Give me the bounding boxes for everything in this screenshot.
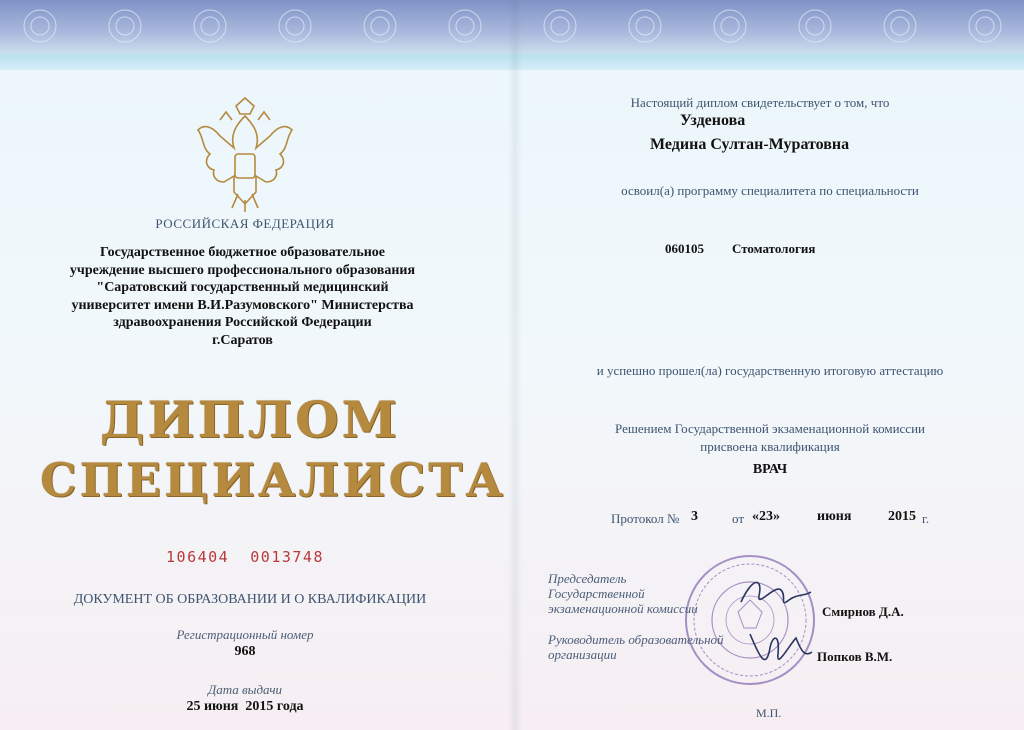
issue-date-label: Дата выдачи <box>207 682 283 697</box>
coat-of-arms-icon <box>190 96 300 214</box>
protocol-month: июня <box>817 509 852 524</box>
document-type: ДОКУМЕНТ ОБ ОБРАЗОВАНИИ И О КВАЛИФИКАЦИИ <box>73 592 427 607</box>
issue-date: 25 июня 2015 года <box>186 699 304 714</box>
protocol-number: 3 <box>691 509 698 524</box>
chair-title <box>548 571 698 616</box>
program-text: освоил(а) программу специалитета по специальности <box>621 183 919 198</box>
serial-number: 106404 0013748 <box>166 548 324 566</box>
intro-text: Настоящий диплом свидетельствует о том, что <box>630 95 890 110</box>
head-title-line: организации <box>548 647 617 662</box>
student-name: Медина Султан-Муратовна <box>650 136 850 153</box>
chair-name: Смирнов Д.А. <box>822 604 904 619</box>
institution-line: учреждение высшего профессионального образования <box>69 262 416 278</box>
head-signature-icon <box>740 618 820 678</box>
diploma-title-line1: ДИПЛОМ <box>99 390 401 449</box>
registration-label: Регистрационный номер <box>176 627 314 642</box>
institution-line: г.Саратов <box>212 332 273 348</box>
chair-title-line: Председатель <box>548 571 627 586</box>
diploma-title-line2: СПЕЦИАЛИСТА <box>40 453 506 507</box>
seal-label: М.П. <box>756 706 782 720</box>
protocol-from-label: от <box>732 511 745 526</box>
protocol-day: «23» <box>752 509 780 524</box>
country-label: РОССИЙСКАЯ ФЕДЕРАЦИЯ <box>155 216 335 231</box>
institution-line: университет имени В.И.Разумовского" Министерства <box>71 297 414 313</box>
chair-title-line: экзаменационной комиссии <box>548 601 698 616</box>
institution-block <box>45 244 440 349</box>
head-title <box>548 632 724 662</box>
specialty-name: Стоматология <box>732 241 816 256</box>
qualification: ВРАЧ <box>752 462 788 477</box>
year-suffix: г. <box>922 511 930 526</box>
institution-line: Государственное бюджетное образовательное <box>99 245 386 260</box>
specialty-code: 060105 <box>665 241 704 256</box>
chair-title-line: Государственной <box>548 586 645 601</box>
institution-line: "Саратовский государственный медицинский <box>96 280 389 295</box>
protocol-year: 2015 <box>888 509 916 524</box>
registration-number: 968 <box>234 644 256 659</box>
student-surname: Узденова <box>680 112 746 129</box>
institution-line: здравоохранения Российской Федерации <box>113 315 372 330</box>
head-title-line: Руководитель образовательной <box>548 632 724 647</box>
page-fold <box>508 0 522 730</box>
head-name: Попков В.М. <box>817 649 893 664</box>
decision-line2: присвоена квалификация <box>700 439 840 454</box>
chair-signature-icon <box>735 566 815 618</box>
attestation-text: и успешно прошел(ла) государственную итоговую аттестацию <box>596 363 944 378</box>
protocol-label: Протокол № <box>611 511 680 526</box>
decision-line1: Решением Государственной экзаменационной комиссии <box>615 421 925 436</box>
